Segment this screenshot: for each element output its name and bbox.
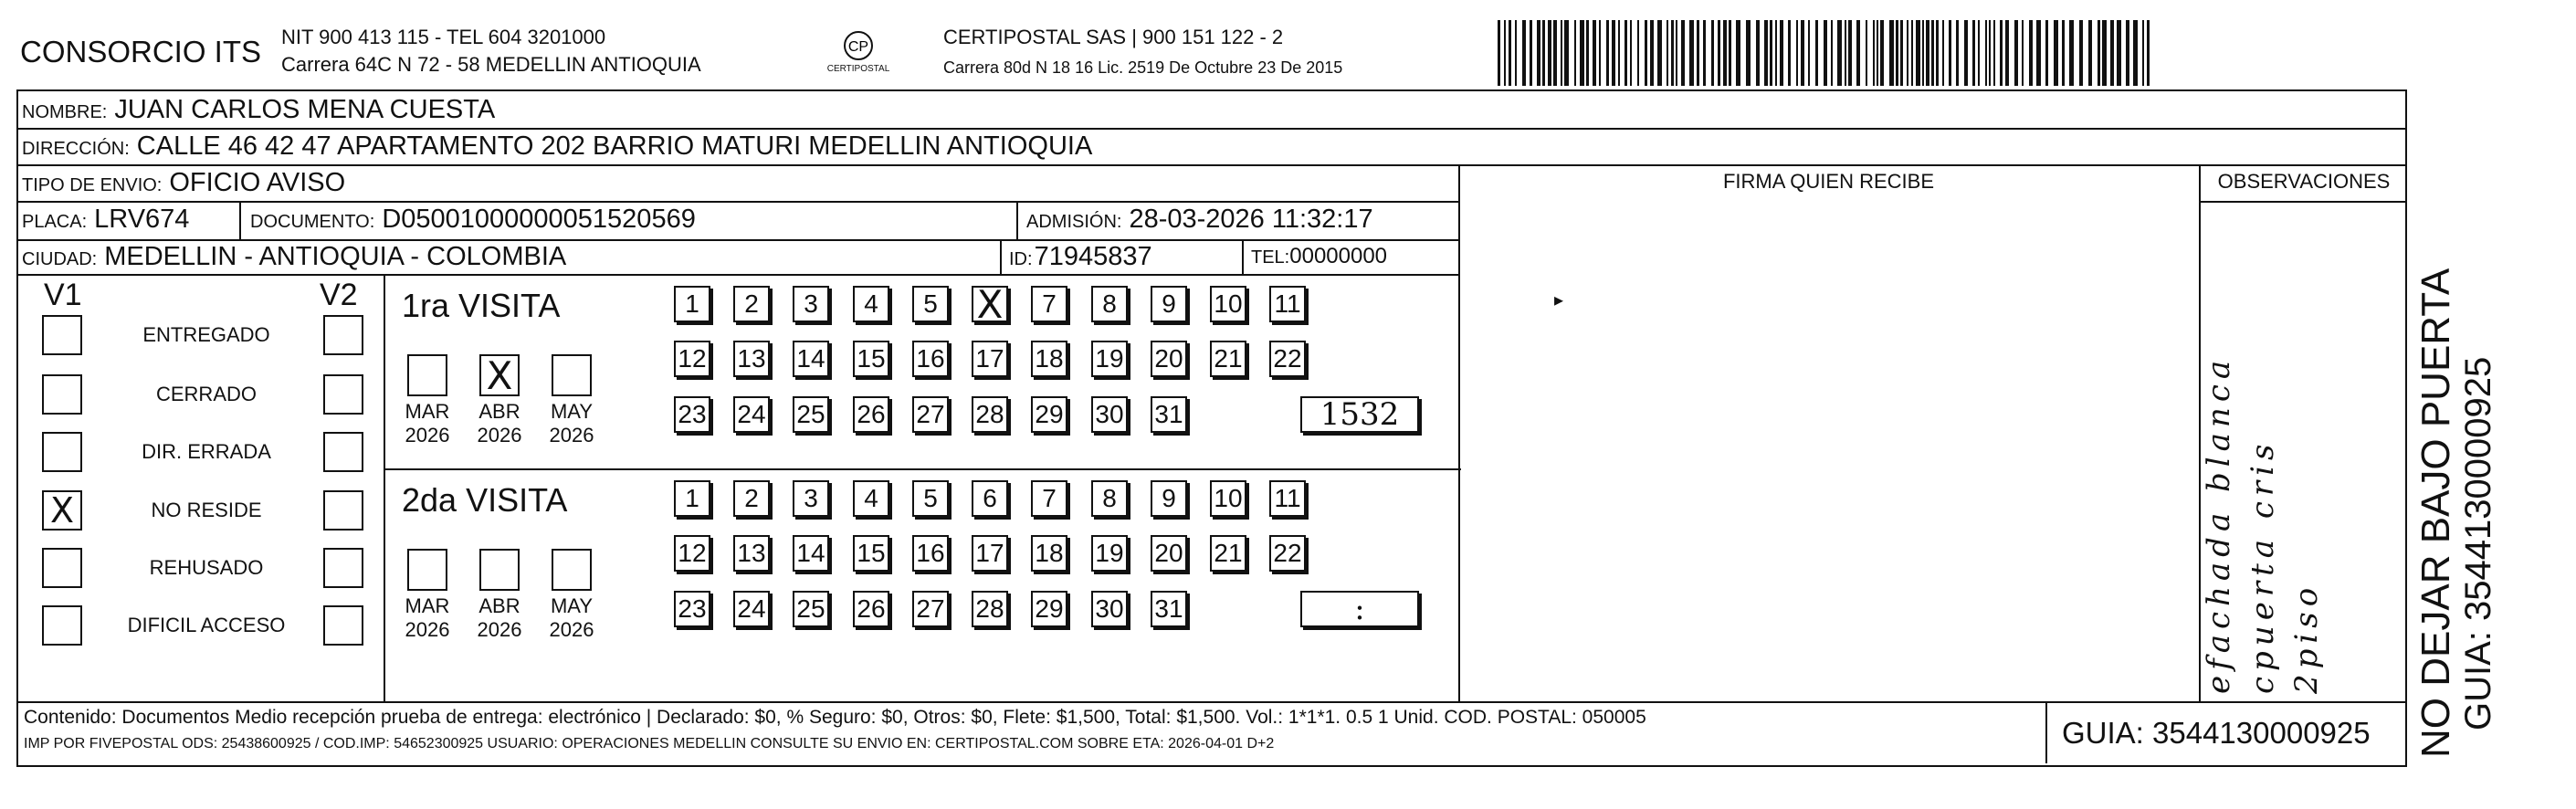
day-box[interactable]: 7 [1031, 480, 1067, 517]
day-box[interactable]: 6 [972, 480, 1008, 517]
status-v1-checkbox[interactable] [42, 432, 82, 472]
day-box[interactable]: 14 [793, 341, 829, 377]
placa-value: LRV674 [94, 205, 190, 234]
day-box[interactable]: 28 [972, 396, 1008, 433]
side-guia: GUIA: 3544130000925 [2458, 356, 2498, 730]
day-box[interactable]: 1 [674, 286, 710, 322]
day-box[interactable]: 30 [1091, 396, 1128, 433]
month-checkbox[interactable]: X [479, 354, 520, 396]
tipo-row [22, 168, 345, 198]
day-box[interactable]: 16 [912, 535, 949, 572]
day-box[interactable]: 10 [1210, 286, 1246, 322]
nombre-label: NOMBRE: [22, 102, 108, 122]
status-label: DIR. ERRADA [142, 440, 271, 463]
day-box[interactable]: 29 [1031, 396, 1067, 433]
day-box[interactable]: 4 [853, 286, 889, 322]
direccion-row [22, 131, 1092, 162]
status-v2-checkbox[interactable] [323, 605, 363, 646]
day-box[interactable]: 4 [853, 480, 889, 517]
day-box[interactable]: 18 [1031, 535, 1067, 572]
day-box[interactable]: 23 [674, 591, 710, 627]
day-box[interactable]: 19 [1091, 535, 1128, 572]
month-checkbox[interactable] [552, 354, 592, 396]
footer-print-info: IMP POR FIVEPOSTAL ODS: 25438600925 / COD.IMP: 54652300925 USUARIO: OPERACIONES MEDELLIN CONSULTE SU ENVIO EN: CERTIPOSTAL.COM SOBRE ETA: 2026-04-01 D+2 [24, 736, 1275, 751]
day-box[interactable]: 19 [1091, 341, 1128, 377]
status-v1-checkbox[interactable] [42, 548, 82, 588]
month-checkbox[interactable] [479, 549, 520, 591]
footer-guia: GUIA: 3544130000925 [2062, 716, 2371, 750]
day-box[interactable]: 23 [674, 396, 710, 433]
month-label: MAR [405, 400, 450, 423]
ciudad-label: CIUDAD: [22, 249, 98, 269]
v1-header: V1 [44, 278, 82, 312]
day-box[interactable]: 25 [793, 396, 829, 433]
day-box[interactable]: 3 [793, 286, 829, 322]
month-year: 2026 [405, 424, 450, 447]
month-year: 2026 [405, 618, 450, 641]
day-box[interactable]: 14 [793, 535, 829, 572]
day-box[interactable]: 5 [912, 480, 949, 517]
month-year: 2026 [477, 424, 522, 447]
visit-title: 1ra VISITA [402, 287, 561, 324]
status-v2-checkbox[interactable] [323, 315, 363, 355]
day-box[interactable]: 25 [793, 591, 829, 627]
day-box[interactable]: 18 [1031, 341, 1067, 377]
day-box[interactable]: 7 [1031, 286, 1067, 322]
month-label: MAR [405, 594, 450, 617]
day-box[interactable]: 12 [674, 535, 710, 572]
day-box[interactable]: 1 [674, 480, 710, 517]
day-box[interactable]: 13 [733, 535, 770, 572]
day-box[interactable]: 21 [1210, 535, 1246, 572]
month-label: ABR [478, 594, 520, 617]
admision-label: ADMISIÓN: [1026, 212, 1122, 232]
direccion-value: CALLE 46 42 47 APARTAMENTO 202 BARRIO MATURI MEDELLIN ANTIOQUIA [136, 131, 1093, 161]
day-box[interactable]: 13 [733, 341, 770, 377]
day-box[interactable]: 22 [1269, 535, 1306, 572]
status-v2-checkbox[interactable] [323, 374, 363, 415]
ciudad-cell [22, 242, 566, 272]
id-label: ID: [1009, 249, 1033, 269]
day-box[interactable]: 9 [1151, 480, 1187, 517]
id-cell [1009, 242, 1152, 272]
nombre-row [22, 95, 495, 125]
documento-value: D05001000000051520569 [382, 205, 696, 234]
placa-cell [22, 205, 189, 235]
svg-text:CP: CP [847, 39, 869, 55]
company-nit: NIT 900 413 115 - TEL 604 3201000 [281, 26, 606, 48]
status-v1-checkbox[interactable] [42, 374, 82, 415]
day-box[interactable]: 15 [853, 535, 889, 572]
day-box[interactable]: 8 [1091, 286, 1128, 322]
status-v1-checkbox[interactable]: X [42, 490, 82, 531]
ciudad-value: MEDELLIN - ANTIOQUIA - COLOMBIA [104, 242, 567, 271]
day-box[interactable]: 11 [1269, 286, 1306, 322]
tipo-label: TIPO DE ENVIO: [22, 175, 163, 195]
observacion-line: 2piso [2288, 582, 2325, 694]
month-checkbox[interactable] [552, 549, 592, 591]
status-v2-checkbox[interactable] [323, 490, 363, 531]
tipo-value: OFICIO AVISO [169, 168, 346, 197]
status-v1-checkbox[interactable] [42, 315, 82, 355]
observaciones-header: OBSERVACIONES [2217, 170, 2391, 193]
status-label: ENTREGADO [142, 323, 270, 346]
v2-header: V2 [320, 278, 358, 312]
month-label: ABR [478, 400, 520, 423]
day-box[interactable]: 17 [972, 341, 1008, 377]
status-label: DIFICIL ACCESO [127, 614, 286, 636]
signature-mark: ▸ [1554, 290, 1564, 310]
day-box[interactable]: 2 [733, 286, 770, 322]
status-v1-checkbox[interactable] [42, 605, 82, 646]
day-box[interactable]: 8 [1091, 480, 1128, 517]
status-v2-checkbox[interactable] [323, 432, 363, 472]
month-year: 2026 [549, 618, 594, 641]
month-year: 2026 [549, 424, 594, 447]
day-box[interactable]: 26 [853, 591, 889, 627]
tel-value: 00000000 [1289, 244, 1388, 268]
status-v2-checkbox[interactable] [323, 548, 363, 588]
tel-label: TEL: [1251, 247, 1290, 268]
day-box[interactable]: 12 [674, 341, 710, 377]
observacion-line: cpuerta cris [2245, 438, 2281, 694]
day-box[interactable]: 15 [853, 341, 889, 377]
day-box[interactable]: 5 [912, 286, 949, 322]
observacion-line: efachada blanca [2201, 354, 2237, 694]
company-name: CONSORCIO ITS [20, 35, 262, 68]
nombre-value: JUAN CARLOS MENA CUESTA [114, 95, 496, 124]
day-box[interactable]: 27 [912, 591, 949, 627]
visit-time-box[interactable]: 1532 [1300, 396, 1419, 433]
day-box[interactable]: 16 [912, 341, 949, 377]
day-box[interactable]: 24 [733, 591, 770, 627]
month-checkbox[interactable] [407, 354, 447, 396]
day-box[interactable]: 30 [1091, 591, 1128, 627]
day-box[interactable]: 27 [912, 396, 949, 433]
id-value: 71945837 [1034, 242, 1152, 271]
day-box[interactable]: 2 [733, 480, 770, 517]
visit-title: 2da VISITA [402, 481, 568, 519]
footer-content: Contenido: Documentos Medio recepción prueba de entrega: electrónico | Declarado: $0, % Seguro: $0, Otros: $0, Flete: $1,500, Total: $1,500. Vol.: 1*1*1. 0.5 1 Unid. COD. POSTAL: 050005 [24, 707, 1646, 728]
day-box[interactable]: 22 [1269, 341, 1306, 377]
firma-header: FIRMA QUIEN RECIBE [1722, 170, 1935, 193]
status-label: REHUSADO [149, 556, 264, 579]
day-box[interactable]: 26 [853, 396, 889, 433]
day-box[interactable]: 28 [972, 591, 1008, 627]
day-box[interactable]: 24 [733, 396, 770, 433]
day-box[interactable]: 29 [1031, 591, 1067, 627]
admision-cell [1026, 205, 1373, 235]
day-box[interactable]: 9 [1151, 286, 1187, 322]
documento-label: DOCUMENTO: [250, 212, 375, 232]
courier-name: CERTIPOSTAL SAS | 900 151 122 - 2 [943, 26, 1284, 48]
direccion-label: DIRECCIÓN: [22, 139, 130, 159]
side-notice: NO DEJAR BAJO PUERTA [2413, 268, 2458, 758]
day-box[interactable]: 10 [1210, 480, 1246, 517]
day-box[interactable]: X [972, 286, 1008, 322]
day-box[interactable]: 3 [793, 480, 829, 517]
day-box[interactable]: 11 [1269, 480, 1306, 517]
month-year: 2026 [477, 618, 522, 641]
status-label: CERRADO [155, 383, 257, 405]
day-box[interactable]: 31 [1151, 396, 1187, 433]
placa-label: PLACA: [22, 212, 88, 232]
day-box[interactable]: 31 [1151, 591, 1187, 627]
month-checkbox[interactable] [407, 549, 447, 591]
month-label: MAY [550, 594, 594, 617]
day-box[interactable]: 20 [1151, 535, 1187, 572]
month-label: MAY [550, 400, 594, 423]
barcode [1498, 20, 2155, 86]
admision-value: 28-03-2026 11:32:17 [1129, 205, 1373, 234]
day-box[interactable]: 21 [1210, 341, 1246, 377]
certipostal-logo: CP CERTIPOSTAL [822, 27, 895, 82]
company-address: Carrera 64C N 72 - 58 MEDELLIN ANTIOQUIA [281, 53, 701, 76]
day-box[interactable]: 17 [972, 535, 1008, 572]
courier-address: Carrera 80d N 18 16 Lic. 2519 De Octubre 23 De 2015 [943, 58, 1343, 77]
day-box[interactable]: 20 [1151, 341, 1187, 377]
tel-cell [1251, 244, 1387, 269]
status-label: NO RESIDE [151, 499, 262, 521]
visit-time-box[interactable]: : [1300, 591, 1419, 627]
documento-cell [250, 205, 696, 235]
